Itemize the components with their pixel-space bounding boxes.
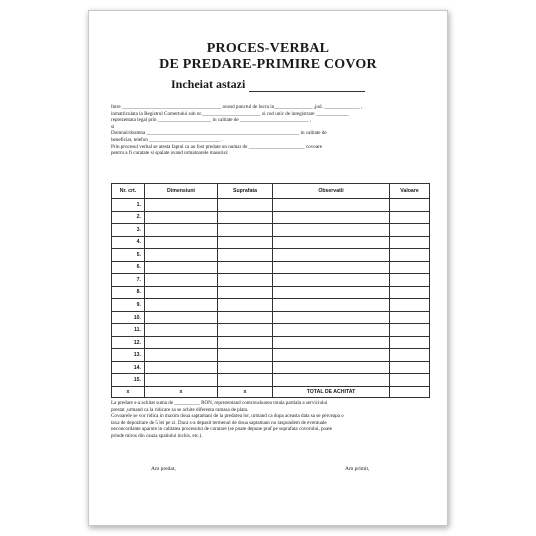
closing-paragraph <box>111 400 431 440</box>
table-body <box>112 199 430 387</box>
table-row <box>112 199 430 212</box>
table-header-row <box>112 184 430 199</box>
table-row <box>112 311 430 324</box>
table-cell <box>145 311 218 324</box>
header-observatii: Observatii <box>273 184 390 199</box>
table-cell <box>390 274 430 287</box>
table-cell <box>145 336 218 349</box>
table-cell <box>390 349 430 362</box>
signature-left: Am predat, <box>151 466 176 472</box>
row-number: 2. <box>112 211 145 224</box>
table-cell <box>273 349 390 362</box>
document-subtitle <box>171 77 365 92</box>
table-cell <box>273 261 390 274</box>
table-cell <box>218 286 273 299</box>
row-number: 10. <box>112 311 145 324</box>
table-cell <box>145 361 218 374</box>
row-number: 15. <box>112 374 145 387</box>
table-cell <box>273 286 390 299</box>
document-title-line2: DE PREDARE-PRIMIRE COVOR <box>159 57 377 72</box>
table-cell <box>273 249 390 262</box>
intro-line: si <box>111 123 115 130</box>
row-number: 1. <box>112 199 145 212</box>
header-suprafata: Suprafata <box>218 184 273 199</box>
table-row <box>112 274 430 287</box>
table-cell <box>145 224 218 237</box>
table-cell <box>218 274 273 287</box>
table-cell <box>390 199 430 212</box>
table-cell <box>273 274 390 287</box>
table-footer-row <box>112 387 430 398</box>
table-cell <box>218 199 273 212</box>
table-cell <box>273 374 390 387</box>
table-row <box>112 261 430 274</box>
table-cell <box>218 211 273 224</box>
table-row <box>112 374 430 387</box>
table-cell <box>218 361 273 374</box>
table-cell <box>218 374 273 387</box>
row-number: 9. <box>112 299 145 312</box>
subtitle-text: Incheiat astazi <box>171 77 246 91</box>
table-row <box>112 299 430 312</box>
table-cell <box>145 286 218 299</box>
table-cell <box>218 311 273 324</box>
table-cell <box>145 324 218 337</box>
intro-line: inmatriculata la Registrul Comertului sub nr._______________________ si cod unic de inregistrare _____________ <box>111 110 349 117</box>
row-number: 11. <box>112 324 145 337</box>
table-row <box>112 224 430 237</box>
table-cell <box>145 349 218 362</box>
table-row <box>112 236 430 249</box>
table-cell <box>273 311 390 324</box>
table-row <box>112 361 430 374</box>
table-cell <box>390 336 430 349</box>
closing-line: neconcordante aparute in calitatea procesului de curatare (se poate depune praf pe suprafata covorului, poate <box>111 426 333 433</box>
table-row <box>112 211 430 224</box>
closing-line: Covoarele se vor ridica in maxim doua saptamani de la predarea lor, urmand ca dupa aceasta data sa se perceapa o <box>111 413 344 420</box>
table-cell <box>390 261 430 274</box>
table-cell <box>273 236 390 249</box>
table-cell <box>218 261 273 274</box>
table-cell <box>145 249 218 262</box>
table-cell <box>390 224 430 237</box>
row-number: 12. <box>112 336 145 349</box>
table-row <box>112 249 430 262</box>
intro-line: Intre _______________________________________ avand punctul de lucru in_______________ ,jud. ______________ , <box>111 104 363 110</box>
table-cell <box>273 336 390 349</box>
closing-line: La predare s-a achitat suma de __________ RON, reprezentand contravaloarea totala partiala a serviciului <box>111 400 328 406</box>
footer-cell: x <box>145 387 218 398</box>
closing-line: taxa de depozitare de 5 lei pe zi. Daca s-a depasit termenul de doua saptamani nu raspundem de eventuale <box>111 419 327 426</box>
table-cell <box>145 299 218 312</box>
signature-right: Am primit, <box>345 466 370 472</box>
table-cell <box>273 211 390 224</box>
table-cell <box>390 374 430 387</box>
table-cell <box>390 324 430 337</box>
row-number: 13. <box>112 349 145 362</box>
closing-line: prinde miros din cauza spatiului inchis, etc.). <box>111 432 203 439</box>
table-cell <box>390 361 430 374</box>
header-nr-crt: Nr. crt. <box>112 184 145 199</box>
table-cell <box>145 374 218 387</box>
table-cell <box>390 249 430 262</box>
table-cell <box>390 311 430 324</box>
table-cell <box>273 361 390 374</box>
table-row <box>112 324 430 337</box>
footer-total-label: TOTAL DE ACHITAT <box>273 387 390 398</box>
table-cell <box>218 236 273 249</box>
table-row <box>112 349 430 362</box>
closing-line: prestat ,urmand ca la ridicare sa se achite diferenta ramasa de plata. <box>111 406 249 413</box>
table-cell <box>218 224 273 237</box>
row-number: 3. <box>112 224 145 237</box>
row-number: 5. <box>112 249 145 262</box>
table-cell <box>218 249 273 262</box>
header-dimensiuni: Dimensiuni <box>145 184 218 199</box>
row-number: 14. <box>112 361 145 374</box>
table-cell <box>218 299 273 312</box>
document-page <box>88 10 448 526</box>
row-number: 6. <box>112 261 145 274</box>
table-cell <box>390 236 430 249</box>
document-title-line1: PROCES-VERBAL <box>206 41 330 56</box>
table-cell <box>390 299 430 312</box>
table-cell <box>145 199 218 212</box>
table-cell <box>273 299 390 312</box>
carpet-table <box>111 183 430 398</box>
date-blank-line <box>249 81 365 92</box>
table-cell <box>218 336 273 349</box>
table-cell <box>390 211 430 224</box>
intro-line: pentru a fi curatate si spalate avand urmatoarele masurisi: <box>111 150 229 157</box>
row-number: 8. <box>112 286 145 299</box>
intro-line: beneficiar, telefon ____________________________ . <box>111 136 223 143</box>
table-cell <box>273 199 390 212</box>
table-row <box>112 286 430 299</box>
footer-cell: x <box>112 387 145 398</box>
table-cell <box>145 236 218 249</box>
intro-line: Domnul/doamna ____________________________________________________________ in calitate de <box>111 130 327 137</box>
table-cell <box>145 261 218 274</box>
header-valoare: Valoare <box>390 184 430 199</box>
table-cell <box>390 286 430 299</box>
intro-line: reprezentata legal prin _____________________ in calitate de ___________________________ , <box>111 117 312 124</box>
footer-cell: x <box>218 387 273 398</box>
table-cell <box>145 211 218 224</box>
row-number: 4. <box>112 236 145 249</box>
table-cell <box>218 324 273 337</box>
row-number: 7. <box>112 274 145 287</box>
table-cell <box>218 349 273 362</box>
intro-paragraph <box>111 104 431 157</box>
table-cell <box>273 324 390 337</box>
footer-total-value <box>390 387 430 398</box>
intro-line: Prin procesul verbal se atesta faptul ca au fost predate un numar de ______________________ covoare <box>111 143 323 150</box>
table-cell <box>145 274 218 287</box>
table-cell <box>273 224 390 237</box>
table-row <box>112 336 430 349</box>
